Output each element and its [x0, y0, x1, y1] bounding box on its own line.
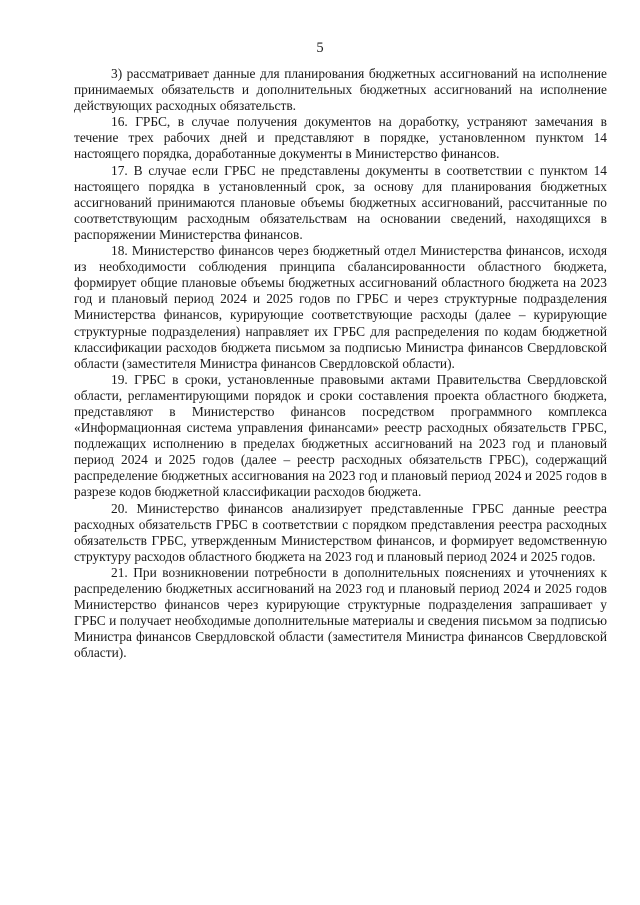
paragraph-19: 19. ГРБС в сроки, установленные правовыми актами Правительства Свердловской области, регламентирующими порядок и сроки составления проекта областного бюджета, представляют в Министерство финансов посредством программного комплекса «Информационная система управления финансами» реестр расходных обязательств ГРБС, подлежащих исполнению в пределах бюджетных ассигнований на 2023 год и плановый период 2024 и 2025 годов (далее – реестр расходных обязательств ГРБС), содержащий распределение бюджетных ассигнования на 2023 год и плановый период 2024 и 2025 годов в разрезе кодов бюджетной классификации расходов бюджета.	[74, 371, 607, 500]
document-body	[74, 66, 607, 661]
paragraph-17: 17. В случае если ГРБС не представлены документы в соответствии с пунктом 14 настоящего порядка в установленный срок, за основу для планирования бюджетных ассигнований принимаются плановые объемы бюджетных ассигнований, рассчитанные по соответствующим расходным обязательствам на основании сведений, находящихся в распоряжении Министерства финансов.	[74, 162, 607, 242]
paragraph-20: 20. Министерство финансов анализирует представленные ГРБС данные реестра расходных обязательств ГРБС в соответствии с порядком представления реестра расходных обязательств ГРБС, утвержденным Министерством финансов, и формирует ведомственную структуру расходов областного бюджета на 2023 год и плановый период 2024 и 2025 годов.	[74, 500, 607, 564]
page-number: 5	[316, 40, 324, 56]
paragraph-item-3: 3) рассматривает данные для планирования бюджетных ассигнований на исполнение принимаемых обязательств и дополнительных бюджетных ассигнований на исполнение действующих расходных обязательств.	[74, 66, 607, 114]
paragraph-18: 18. Министерство финансов через бюджетный отдел Министерства финансов, исходя из необходимости соблюдения принципа сбалансированности областного бюджета, формирует общие плановые объемы бюджетных ассигнований областного бюджета на 2023 год и плановый период 2024 и 2025 годов по ГРБС и через структурные подразделения Министерства финансов, курирующие соответствующие расходы (далее – курирующие структурные подразделения) направляет их ГРБС для распределения по кодам бюджетной классификации расходов бюджета письмом за подписью Министра финансов Свердловской области (заместителя Министра финансов Свердловской области).	[74, 243, 607, 371]
paragraph-16: 16. ГРБС, в случае получения документов на доработку, устраняют замечания в течение трех рабочих дней и представляют в порядке, установленном пунктом 14 настоящего порядка, доработанные документы в Министерство финансов.	[74, 114, 607, 162]
paragraph-21: 21. При возникновении потребности в дополнительных пояснениях и уточнениях к распределению бюджетных ассигнований на 2023 год и плановый период 2024 и 2025 годов Министерство финансов через курирующие структурные подразделения запрашивает у ГРБС и получает необходимые дополнительные материалы и сведения письмом за подписью Министра финансов Свердловской области (заместителя Министра финансов Свердловской области).	[74, 564, 607, 661]
